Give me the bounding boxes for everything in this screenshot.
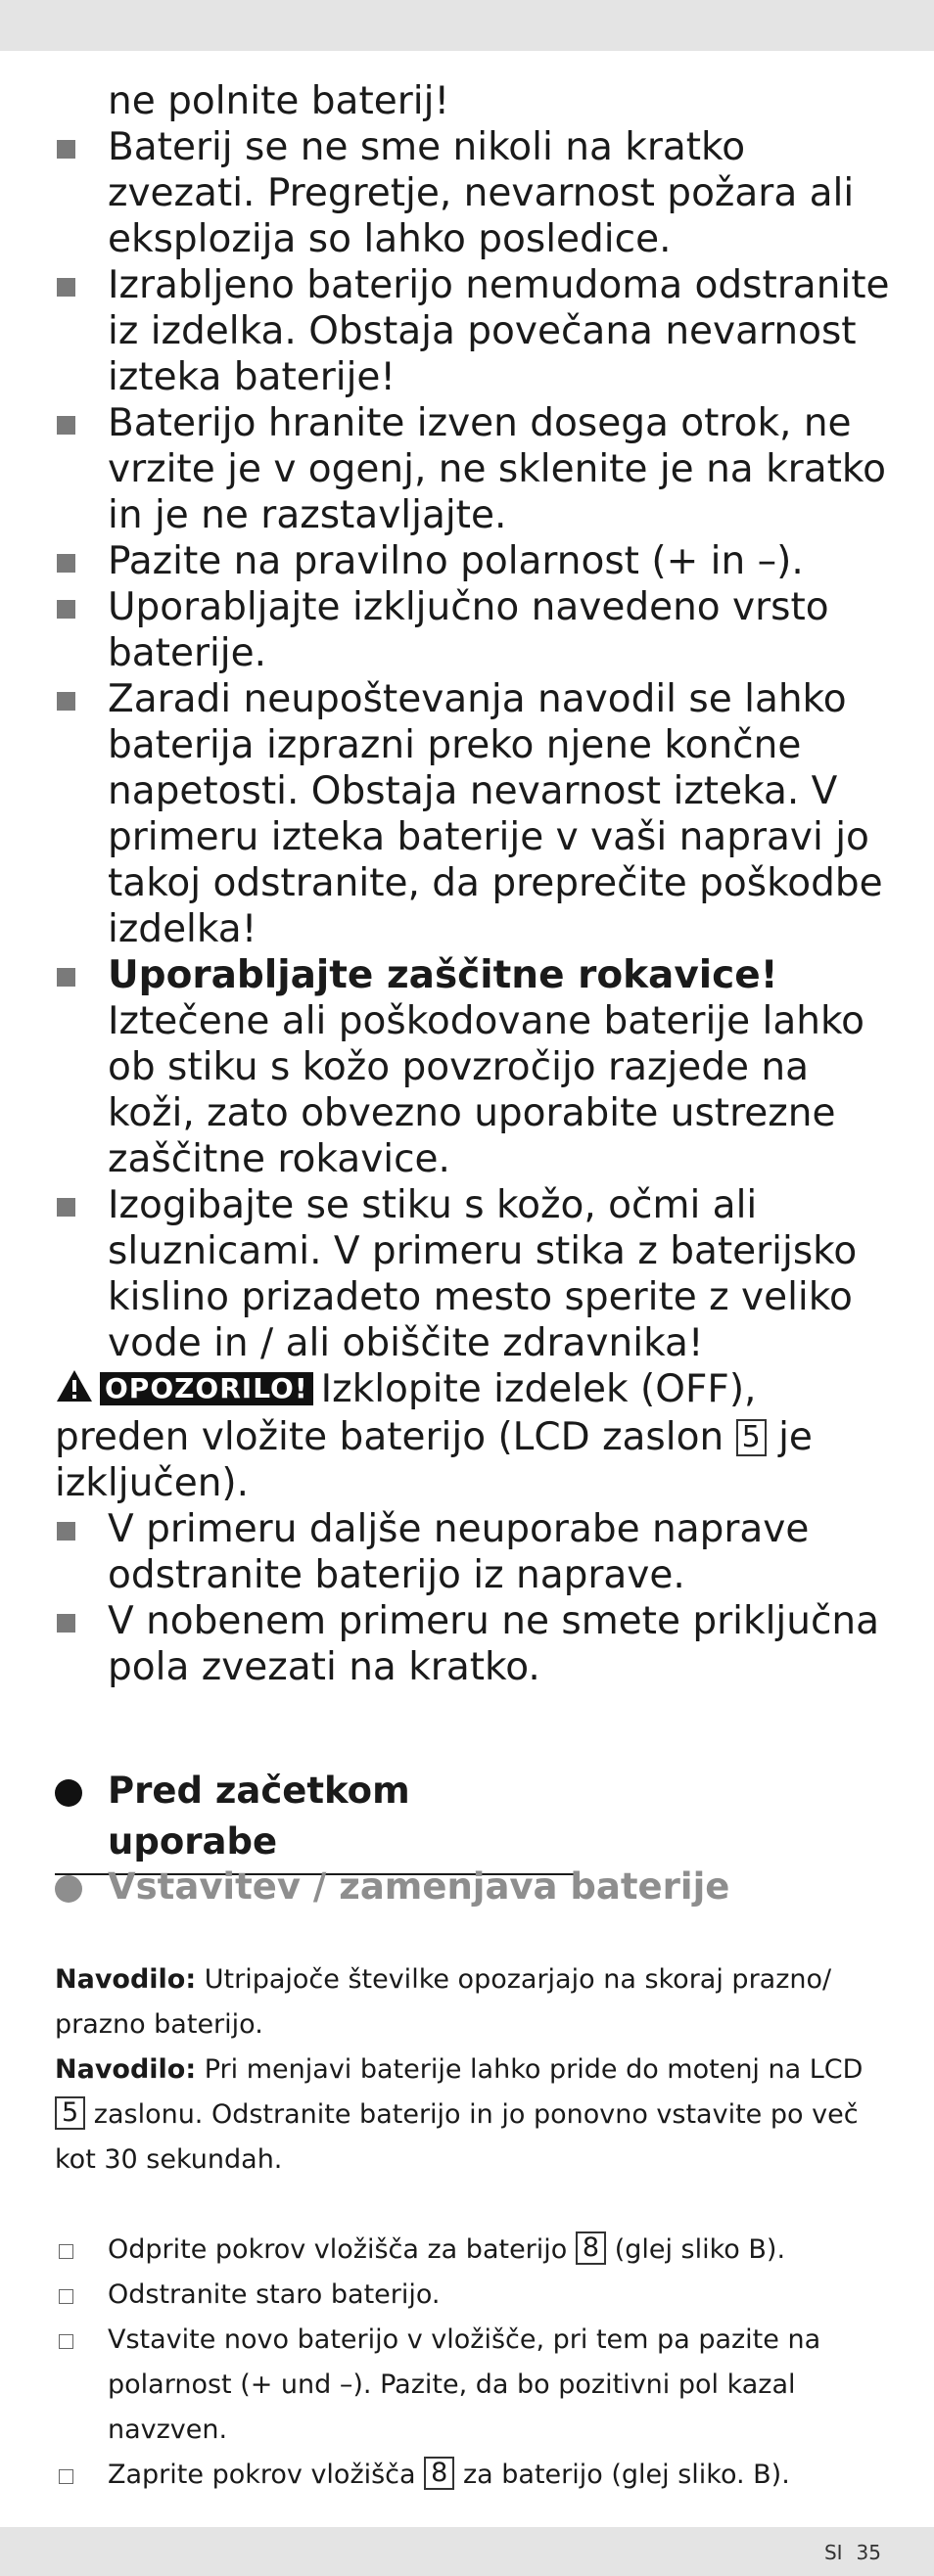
bullet-gloves: [55, 952, 897, 1182]
square-bullet-icon: [57, 140, 75, 159]
bullet-dot-icon: [55, 1875, 82, 1903]
ref-number-5: 5: [736, 1419, 767, 1456]
checkbox-bullet-icon: [59, 2469, 73, 2484]
step-close-cover: Zaprite pokrov vložišča 8 za baterijo (glej sliko. B).: [55, 2453, 877, 2498]
bullet-long-disuse: V primeru daljše neuporabe naprave odstranite baterijo iz naprave.: [55, 1506, 897, 1598]
bullet-dot-icon: [55, 1779, 82, 1807]
square-bullet-icon: [57, 278, 75, 297]
battery-instructions: [55, 1957, 877, 2498]
note-2: Navodilo: Pri menjavi baterije lahko pride do motenj na LCD 5 zaslonu. Odstranite baterijo in jo ponovno vstavite po več kot 30 sekundah.: [55, 2054, 864, 2175]
gloves-heading: Uporabljajte zaščitne rokavice!: [108, 953, 778, 997]
checkbox-bullet-icon: [59, 2244, 73, 2259]
ref-number-8: 8: [424, 2457, 454, 2490]
bullet-polarity: Pazite na pravilno polarnost (+ in –).: [55, 538, 897, 584]
continuation-text: ne polnite baterij!: [108, 79, 450, 123]
ref-number-5: 5: [55, 2096, 85, 2130]
checkbox-bullet-icon: [59, 2334, 73, 2349]
step-insert-new: Vstavite novo baterijo v vložišče, pri tem pa pazite na polarnost (+ und –). Pazite, da bo pozitivni pol kazal navzven.: [55, 2318, 877, 2453]
bullet-terminals: V nobenem primeru ne smete priključna pola zvezati na kratko.: [55, 1598, 897, 1690]
square-bullet-icon: [57, 1198, 75, 1217]
bullet-remove-used: Izrabljeno baterijo nemudoma odstranite iz izdelka. Obstaja povečana nevarnost izteka baterije!: [55, 262, 897, 400]
language-code: SI: [823, 2541, 843, 2564]
bullet-leak: Zaradi neupoštevanja navodil se lahko baterija izprazni preko njene končne napetosti. Obstaja nevarnost izteka. V primeru izteka baterije v vaši napravi jo takoj odstranite, da preprečite poškodbe izdelka!: [55, 676, 897, 952]
note-1: Navodilo: Utripajoče številke opozarjajo na skoraj prazno/ prazno baterijo.: [55, 1964, 832, 2040]
page-number-value: 35: [856, 2541, 881, 2564]
section-heading-before-use: Pred začetkom uporabe: [55, 1766, 578, 1875]
bullet-skin-contact: Izogibajte se stiku s kožo, očmi ali sluznicami. V primeru stika z baterijsko kislino prizadeto mesto sperite z veliko vode in / ali obiščite zdravnika!: [55, 1182, 897, 1366]
top-margin-bar: [0, 0, 934, 51]
bullet-short-circuit: Baterij se ne sme nikoli na kratko zvezati. Pregretje, nevarnost požara ali eksplozija so lahko posledice.: [55, 124, 897, 262]
square-bullet-icon: [57, 600, 75, 619]
footer-bar: [0, 2527, 934, 2576]
warning-triangle-icon: [55, 1368, 94, 1414]
checkbox-bullet-icon: [59, 2289, 73, 2304]
bullet-children: Baterijo hranite izven dosega otrok, ne vrzite je v ogenj, ne sklenite je na kratko in je ne razstavljajte.: [55, 400, 897, 538]
square-bullet-icon: [57, 968, 75, 987]
square-bullet-icon: [57, 692, 75, 711]
page-number: [824, 2541, 881, 2564]
step-open-cover: Odprite pokrov vložišča za baterijo 8 (glej sliko B).: [55, 2228, 877, 2273]
square-bullet-icon: [57, 1522, 75, 1541]
bullet-battery-type: Uporabljajte izključno navedeno vrsto baterije.: [55, 584, 897, 676]
battery-safety-section: [55, 78, 897, 1690]
square-bullet-icon: [57, 416, 75, 435]
warning-badge: OPOZORILO!: [100, 1372, 313, 1405]
warning-paragraph: OPOZORILO! Izklopite izdelek (OFF), preden vložite baterijo (LCD zaslon 5 je izključen).: [55, 1367, 813, 1505]
subsection-heading-battery: Vstavitev / zamenjava baterije: [55, 1862, 729, 1912]
square-bullet-icon: [57, 554, 75, 573]
gloves-text: Iztečene ali poškodovane baterije lahko ob stiku s kožo povzročijo razjede na koži, zato obvezno uporabite ustrezne zaščitne rokavice.: [108, 999, 865, 1181]
ref-number-8: 8: [576, 2231, 606, 2265]
step-remove-old: Odstranite staro baterijo.: [55, 2273, 877, 2318]
square-bullet-icon: [57, 1614, 75, 1633]
